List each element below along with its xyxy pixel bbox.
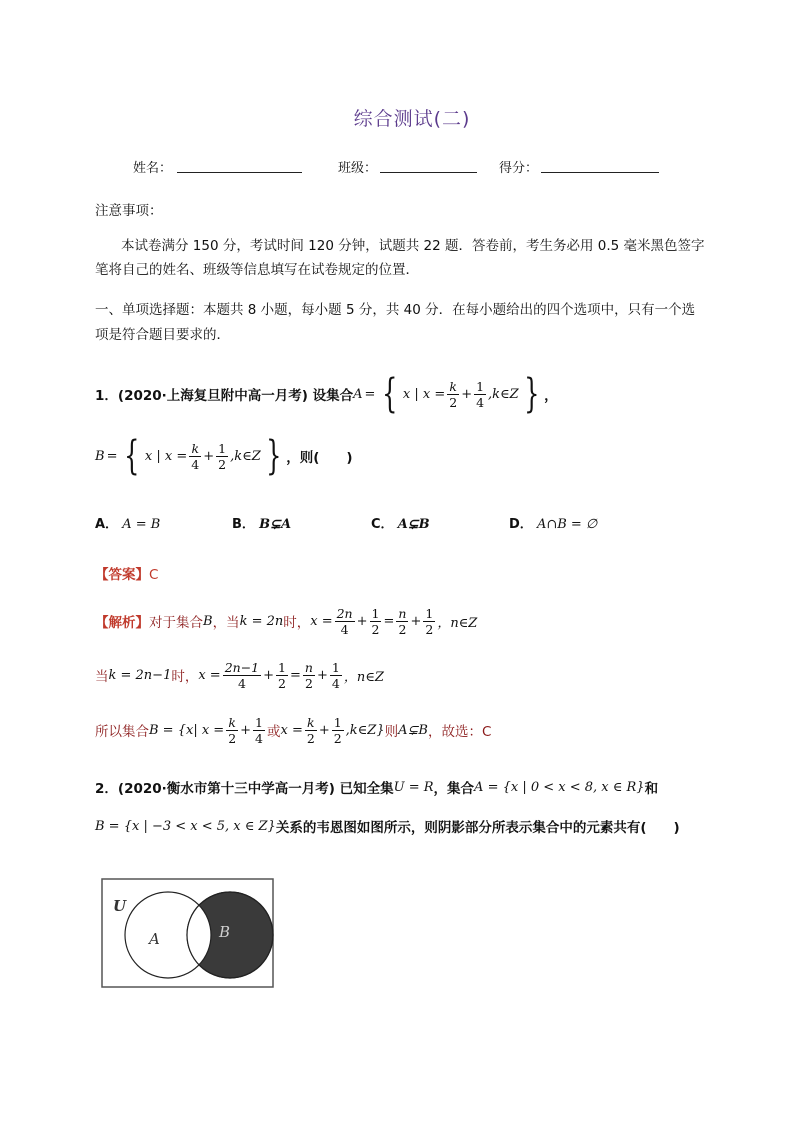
score-field-line[interactable] [541, 172, 659, 173]
question-1-stem [95, 372, 558, 416]
set-a-symbol: A [353, 386, 363, 402]
page-title: 综合测试(二) [353, 108, 471, 130]
analysis-math: B [203, 613, 213, 629]
analysis-text: 对于集合 [149, 615, 203, 631]
fraction: $\frac{1}{2}$ [425, 605, 434, 637]
equals-sign: = [364, 386, 376, 402]
set-b-tail: ,k∈Z [230, 448, 261, 464]
option-c[interactable]: C． A⊊B [371, 517, 430, 532]
name-field-line[interactable] [177, 172, 302, 173]
fraction: $\frac{2n-1}{4}$ [224, 659, 260, 691]
analysis-math: B = {x| x = [149, 722, 225, 738]
question-1-prefix: 1．(2020·上海复旦附中高一月考) 设集合 [95, 388, 354, 404]
set-b-math: B = {x | −3 < x < 5, x ∈ Z} [95, 818, 276, 834]
fraction-k-2: $\frac{k}{2}$ [449, 378, 458, 410]
question-2-text: 关系的韦恩图如图所示，则阴影部分所表示集合中的元素共有( ) [275, 820, 680, 836]
option-d[interactable]: D． A∩B = ∅ [509, 517, 598, 532]
fraction: $\frac{2n}{4}$ [336, 605, 353, 637]
question-2-stem [95, 775, 658, 799]
analysis-text: 或 [267, 724, 281, 740]
right-brace: } [523, 371, 540, 417]
analysis-text: 所以集合 [95, 724, 149, 740]
plus-sign: + [203, 448, 215, 464]
class-field-line[interactable] [380, 172, 477, 173]
question-2-text: ，集合 [433, 781, 475, 797]
analysis-math: k = 2n [239, 613, 284, 629]
plus-sign: + [461, 386, 473, 402]
section-intro-line-2: 项是符合题目要求的． [95, 327, 230, 343]
analysis-line-1: 【解析】 对于集合 B ，当 k = 2n 时， x = $\frac{2n}{4}$ + $\frac{1}{2}$ = $\frac{n}{2}$ + $\frac{1}{2}$ ，n∈Z [95, 605, 478, 637]
analysis-text: 当 [95, 669, 109, 685]
answer-tag: 【答案】 [95, 567, 149, 583]
analysis-text: ，当 [212, 615, 240, 631]
set-b-symbol: B [95, 448, 105, 464]
option-a[interactable]: A． A = B [95, 517, 161, 532]
fraction: $\frac{n}{2}$ [398, 605, 407, 637]
fraction: $\frac{k}{2}$ [306, 714, 315, 746]
fraction: $\frac{n}{2}$ [304, 659, 313, 691]
comma: ， [544, 388, 558, 404]
venn-diagram [101, 878, 274, 988]
right-brace: } [265, 433, 282, 479]
set-a-body: x | x = [402, 386, 446, 402]
fraction: $\frac{1}{4}$ [255, 714, 263, 746]
set-a-tail: ,k∈Z [488, 386, 519, 402]
fraction: $\frac{k}{2}$ [228, 714, 237, 746]
fraction: $\frac{1}{2}$ [333, 714, 342, 746]
equals-sign: = [106, 448, 118, 464]
analysis-math: x = [310, 613, 333, 629]
question-2-stem-line-2 [95, 814, 680, 838]
venn-a-label: A [149, 930, 160, 948]
fraction-k-4: $\frac{k}{4}$ [191, 440, 200, 472]
analysis-tag: 【解析】 [95, 615, 149, 631]
venn-b-label: B [219, 923, 231, 941]
section-intro-line-1: 一、单项选择题：本题共 8 小题，每小题 5 分，共 40 分．在每小题给出的四个选项中，只有一个选 [95, 302, 696, 318]
fraction-1-2: $\frac{1}{2}$ [218, 440, 227, 472]
score-label: 得分： [499, 161, 539, 176]
notice-line-1: 本试卷满分 150 分，考试时间 120 分钟，试题共 22 题．答卷前，考生务必用 0.5 毫米黑色签字 [121, 238, 705, 254]
answer-value: C [149, 567, 159, 583]
question-1-set-b [95, 434, 353, 478]
analysis-line-3: 所以集合 B = {x| x = $\frac{k}{2}$ + $\frac{1}{4}$ 或 x = $\frac{k}{2}$ + $\frac{1}{2}$ ,k∈Z} 则 A⊊B ，故选：C [95, 714, 492, 746]
question-2-prefix: 2．(2020·衡水市第十三中学高一月考) 已知全集 [95, 781, 394, 797]
notice-line-2: 笔将自己的姓名、班级等信息填写在试卷规定的位置． [95, 262, 419, 278]
question-1-then: ，则( ) [286, 450, 353, 466]
set-b-body: x | x = [144, 448, 188, 464]
analysis-math: ,k∈Z} [345, 722, 385, 738]
analysis-text: 时， [171, 669, 199, 685]
left-brace: { [382, 371, 398, 417]
analysis-math: k = 2n−1 [108, 667, 172, 683]
fraction: $\frac{1}{4}$ [331, 659, 340, 691]
left-brace: { [124, 433, 140, 479]
fraction-1-4: $\frac{1}{4}$ [476, 378, 485, 410]
question-2-text: 和 [644, 781, 659, 797]
class-label: 班级： [338, 161, 378, 176]
fraction: $\frac{1}{2}$ [278, 659, 286, 691]
analysis-line-2: 当 k = 2n−1 时， x = $\frac{2n-1}{4}$ + $\frac{1}{2}$ = $\frac{n}{2}$ + $\frac{1}{4}$ ，n∈Z [95, 659, 384, 691]
set-a-math: A = {x | 0 < x < 8, x ∈ R} [474, 779, 645, 795]
analysis-math: A⊊B [398, 722, 428, 738]
analysis-text: 时， [283, 615, 311, 631]
analysis-text: 则 [384, 724, 399, 740]
notice-heading: 注意事项： [95, 203, 163, 219]
page-title-suffix: (二) [433, 108, 471, 130]
analysis-text: ，故选：C [427, 724, 492, 740]
venn-u-label: U [113, 897, 127, 915]
option-b[interactable]: B． B⊊A [232, 517, 292, 532]
analysis-math: ，n∈Z [437, 615, 478, 631]
answer-line [95, 563, 158, 583]
universal-set-math: U = R [393, 779, 434, 795]
name-label: 姓名： [133, 161, 173, 176]
analysis-math: ，n∈Z [343, 669, 384, 685]
fraction: $\frac{1}{2}$ [371, 605, 380, 637]
